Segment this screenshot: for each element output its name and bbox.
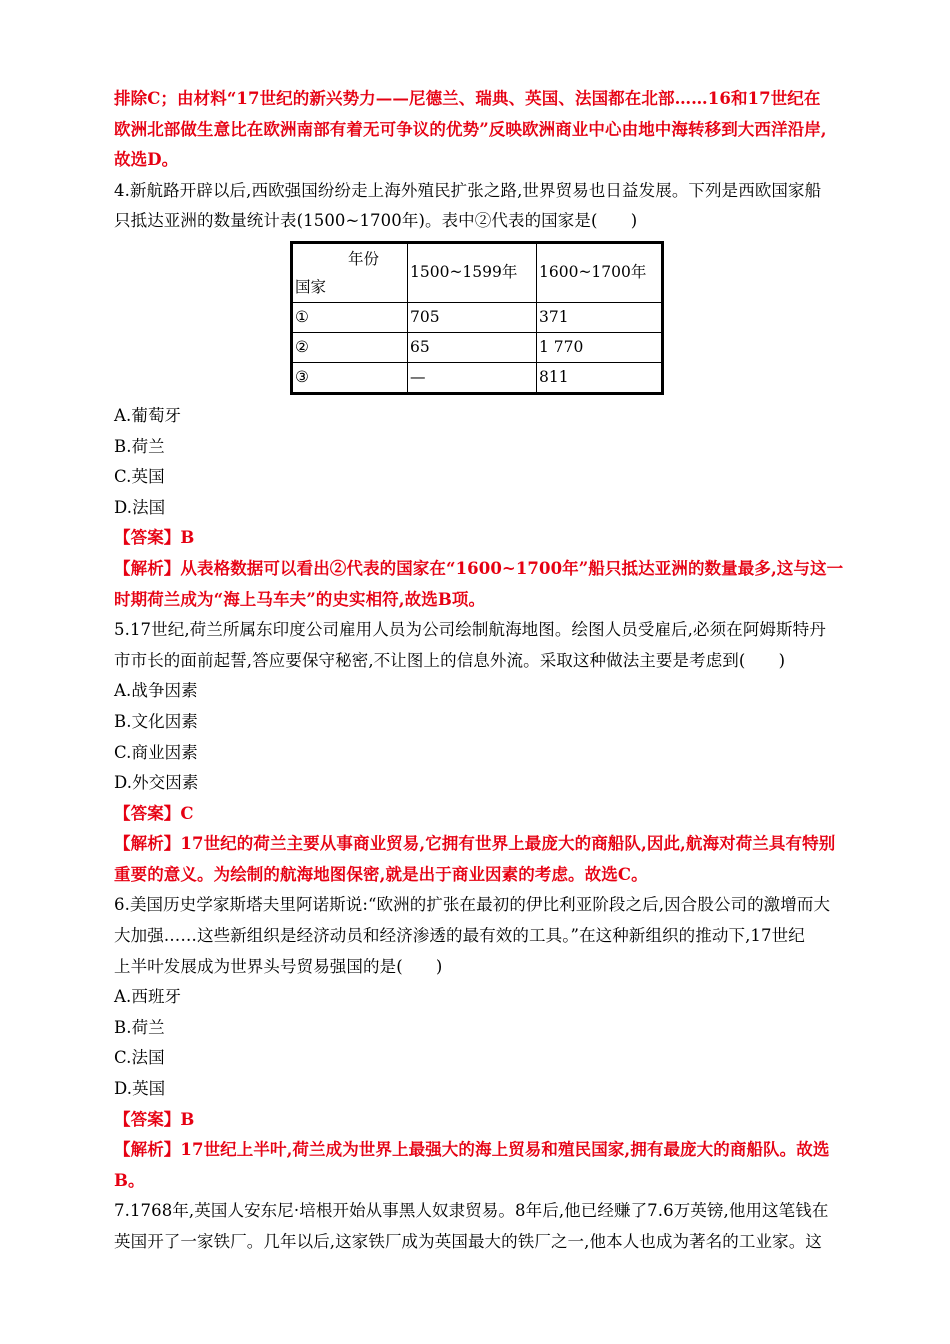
analysis-tag: 【解析】: [114, 558, 181, 578]
analysis-tag: 【解析】: [114, 834, 181, 854]
table-cell: —: [408, 362, 537, 393]
prev-analysis: [114, 84, 840, 176]
option-d: D.英国: [114, 1079, 166, 1099]
option-c: C.商业因素: [114, 742, 198, 762]
answer-tag: 【答案】: [114, 528, 181, 548]
option-c: C.英国: [114, 467, 165, 487]
analysis-text: 从表格数据可以看出②代表的国家在“1600~1700年”船只抵达亚洲的数量最多,这与这一: [180, 558, 844, 578]
option-d: D.法国: [114, 497, 166, 517]
row-label: ①: [292, 302, 408, 332]
question-5: [114, 615, 840, 890]
option-a: A.战争因素: [114, 681, 198, 701]
table-row: [292, 362, 663, 393]
answer-value: B: [180, 528, 195, 548]
table-cell: 65: [408, 332, 537, 362]
analysis-text: 17世纪上半叶,荷兰成为世界上最强大的海上贸易和殖民国家,拥有最庞大的商船队。故选: [180, 1140, 830, 1160]
document-page: [114, 84, 844, 1258]
question-7: [114, 1196, 840, 1257]
text-line: 欧洲北部做生意比在欧洲南部有着无可争议的优势”反映欧洲商业中心由地中海转移到大西洋沿岸,: [114, 119, 827, 139]
answer-value: B: [180, 1109, 195, 1129]
option-a: A.西班牙: [114, 987, 182, 1007]
question-stem: 5.17世纪,荷兰所属东印度公司雇用人员为公司绘制航海地图。绘图人员受雇后,必须在阿姆斯特丹: [114, 620, 826, 640]
answer-value: C: [180, 803, 194, 823]
option-b: B.荷兰: [114, 436, 165, 456]
analysis-text: 17世纪的荷兰主要从事商业贸易,它拥有世界上最庞大的商船队,因此,航海对荷兰具有特别: [180, 834, 836, 854]
answer-line: [114, 1105, 840, 1136]
table-cell: 371: [537, 302, 663, 332]
question-6: [114, 890, 840, 1196]
analysis-line: [114, 554, 844, 585]
question-stem: 7.1768年,英国人安东尼·培根开始从事黑人奴隶贸易。8年后,他已经赚了7.6万英镑,他用这笔钱在: [114, 1201, 829, 1221]
corner-label-year: 年份: [347, 249, 379, 268]
analysis-tag: 【解析】: [114, 1140, 181, 1160]
answer-tag: 【答案】: [114, 1109, 181, 1129]
question-stem: 4.新航路开辟以后,西欧强国纷纷走上海外殖民扩张之路,世界贸易也日益发展。下列是西欧国家船: [114, 180, 822, 200]
ship-count-table-wrap: [290, 241, 840, 395]
question-stem: 大加强……这些新组织是经济动员和经济渗透的最有效的工具。”在这种新组织的推动下,17世纪: [114, 926, 805, 946]
answer-tag: 【答案】: [114, 803, 181, 823]
question-stem: 6.美国历史学家斯塔夫里阿诺斯说:“欧洲的扩张在最初的伊比利亚阶段之后,因合股公司的激增而大: [114, 895, 831, 915]
analysis-line: [114, 1135, 840, 1166]
option-c: C.法国: [114, 1048, 165, 1068]
answer-line: [114, 799, 840, 830]
analysis-line: [114, 829, 840, 860]
question-stem: 英国开了一家铁厂。几年以后,这家铁厂成为英国最大的铁厂之一,他本人也成为著名的工业家。这: [114, 1232, 822, 1251]
question-4: [114, 176, 844, 615]
question-stem: 只抵达亚洲的数量统计表(1500~1700年)。表中②代表的国家是( ): [114, 211, 638, 231]
column-header: 1600~1700年: [537, 242, 663, 302]
table-corner-cell: [292, 242, 408, 302]
table-row: [292, 302, 663, 332]
text-line: 排除C；由材料“17世纪的新兴势力——尼德兰、瑞典、英国、法国都在北部……16和17世纪在: [114, 89, 821, 108]
table-cell: 705: [408, 302, 537, 332]
row-label: ③: [292, 362, 408, 393]
option-b: B.文化因素: [114, 711, 198, 731]
question-stem: 上半叶发展成为世界头号贸易强国的是( ): [114, 956, 443, 976]
analysis-line: 重要的意义。为绘制的航海地图保密,就是出于商业因素的考虑。故选C。: [114, 864, 648, 884]
analysis-line: B。: [114, 1170, 145, 1190]
corner-label-country: 国家: [295, 277, 327, 296]
question-stem: 市市长的面前起誓,答应要保守秘密,不让图上的信息外流。采取这种做法主要是考虑到( ): [114, 650, 786, 670]
table-header-row: [292, 242, 663, 302]
table-cell: 1 770: [537, 332, 663, 362]
row-label: ②: [292, 332, 408, 362]
option-b: B.荷兰: [114, 1017, 165, 1037]
option-a: A.葡萄牙: [114, 405, 182, 425]
table-cell: 811: [537, 362, 663, 393]
analysis-line: 时期荷兰成为“海上马车夫”的史实相符,故选B项。: [114, 589, 486, 609]
answer-line: [114, 523, 840, 554]
text-line: 故选D。: [114, 150, 179, 170]
table-row: [292, 332, 663, 362]
ship-count-table: [290, 241, 664, 395]
column-header: 1500~1599年: [408, 242, 537, 302]
option-d: D.外交因素: [114, 773, 199, 793]
